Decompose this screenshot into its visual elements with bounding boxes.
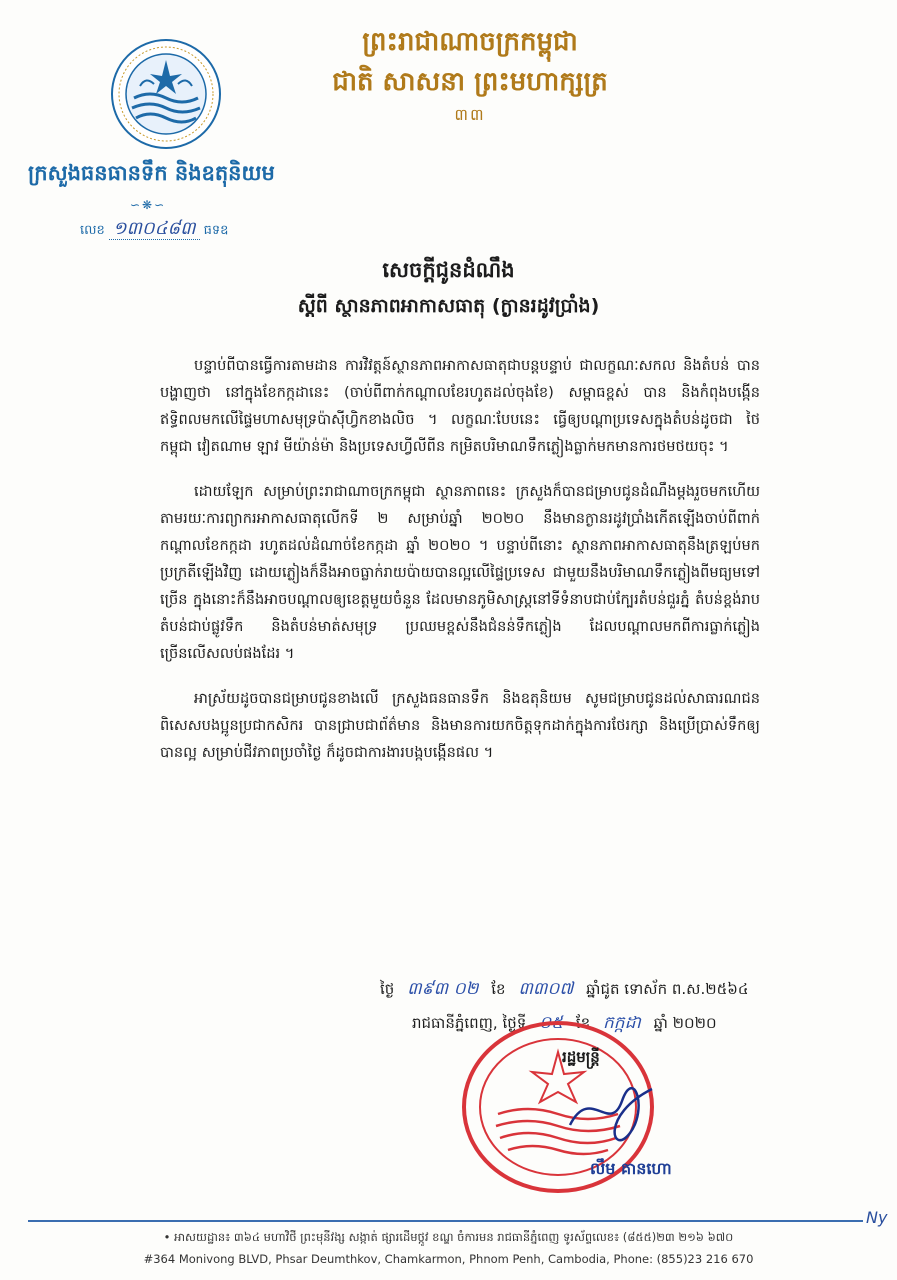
solar-year: ឆ្នាំ ២០២០ (653, 1014, 717, 1032)
notice-title (0, 252, 897, 324)
handwritten-signature-icon (560, 1075, 660, 1145)
solar-month-label: ខែ (575, 1014, 591, 1032)
kingdom-name: ព្រះរាជាណាចក្រកម្ពុជា (362, 27, 578, 57)
lunar-date-line (380, 978, 748, 1003)
notice-title-sub: ស្តីពី ស្ថានភាពអាកាសធាតុ (ក្ងានរដូវប្រាំង) (297, 295, 600, 317)
header-ornament: ៣៣ (454, 105, 486, 124)
minister-title: រដ្ឋមន្ត្រី (562, 1048, 600, 1066)
footer-divider (28, 1220, 863, 1222)
national-motto: ជាតិ សាសនា ព្រះមហាក្សត្រ (332, 67, 608, 97)
footer-initials: Ny (866, 1208, 888, 1227)
lunar-day: ៣៩៣ ០២ (407, 979, 479, 999)
ministry-name: ក្រសួងធនធានទឹក និងឧតុនិយម (28, 161, 275, 185)
lunar-month: ៣៣០៧ (518, 979, 574, 999)
notice-body (160, 352, 760, 784)
paragraph-3: អាស្រ័យដូចបានជម្រាបជូនខាងលើ ក្រសួងធនធានទឹក និងឧតុនិយម សូមជម្រាបជូនដល់សាធារណជន ពិសេសបងប្អូនប្រជាកសិករ បានជ្រាបជាព័ត៌មាន និងមានការយកចិត្តទុកដាក់ក្នុងការថែរក្សា និងប្រើប្រាស់ទឹកឲ្យបានល្អ សម្រាប់ជីវភាពប្រចាំថ្ងៃ ក៏ដូចជាការងារបង្កបង្កើនផល ។ (160, 690, 760, 761)
solar-day: ០៥ (539, 1013, 564, 1033)
paragraph-2: ដោយឡែក សម្រាប់ព្រះរាជាណាចក្រកម្ពុជា ស្ថានភាពនេះ ក្រសួងក៏បានជម្រាបជូនដំណឹងម្តងរួចមកហើយ តាមរយៈការព្យាករអាកាសធាតុលើកទី ២ សម្រាប់ឆ្នាំ ២០២០ នឹងមានក្ងានរដូវប្រាំងកើតឡើងចាប់ពីពាក់កណ្តាលខែកក្កដា រហូតដល់ដំណាច់ខែកក្កដា ឆ្នាំ ២០២០ ។ បន្ទាប់ពីនោះ ស្ថានភាពអាកាសធាតុនឹងត្រឡប់មកប្រក្រតីឡើងវិញ ដោយភ្លៀងក៏នឹងអាចធ្លាក់រាយប៉ាយបានល្អលើផ្ទៃប្រទេស ជាមួយនឹងបរិមាណទឹកភ្លៀងពីមធ្យមទៅច្រើន ក្នុងនោះក៏នឹងអាចបណ្តាលឲ្យខេត្តមួយចំនួន ដែលមានភូមិសាស្ត្រនៅទីទំនាបជាប់ក្បែរតំបន់ជួរភ្នំ តំបន់ខ្ពង់រាប តំបន់ជាប់ផ្លូវទឹក និងតំបន់មាត់សមុទ្រ ប្រឈមខ្ពស់នឹងជំនន់ទឹកភ្លៀង ដែលបណ្តាលមកពីការធ្លាក់ភ្លៀងច្រើនលើសលប់ផងដែរ ។ (160, 483, 760, 662)
lunar-month-label: ខែ (491, 980, 506, 998)
footer-address-kh: • អាសយដ្ឋាន៖ ៣៦៤ មហាវិថី ព្រះមុនីវង្ស សង្កាត់ ផ្សារដើមថ្កូវ ខណ្ឌ ចំការមន រាជធានីភ្នំពេញ ទូរស័ព្ទលេខ៖ (៨៥៥)២៣ ២១៦ ៦៧០ (163, 1230, 734, 1244)
lunar-rest: ឆ្នាំជូត ទោស័ក ព.ស.២៥៦៤ (586, 980, 749, 998)
reference-number (80, 216, 228, 243)
signatory-name: លឹម គានហោ (590, 1159, 672, 1178)
ref-label: លេខ (80, 223, 105, 238)
solar-month: កក្កដា (603, 1013, 641, 1033)
ref-suffix: ធទឧ (203, 223, 229, 238)
ministry-logo-icon (110, 38, 222, 150)
solar-prefix: រាជធានីភ្នំពេញ, ថ្ងៃទី (412, 1014, 527, 1032)
ministry-ornament-icon: ∽❋∽ (130, 198, 167, 212)
notice-title-main: សេចក្តីជូនដំណឹង (382, 258, 515, 282)
ref-number: ១៣០៤៨៣ (109, 218, 200, 240)
footer-address-en: #364 Monivong BLVD, Phsar Deumthkov, Chamkarmon, Phnom Penh, Cambodia, Phone: (855)23 216 670 (143, 1252, 754, 1266)
lunar-prefix: ថ្ងៃ (380, 980, 395, 998)
paragraph-1: បន្ទាប់ពីបានធ្វើការតាមដាន ការវិវត្តន៍ស្ថានភាពអាកាសធាតុជាបន្តបន្ទាប់ ជាលក្ខណៈសកល និងតំបន់ បានបង្ហាញថា នៅក្នុងខែកក្កដានេះ (ចាប់ពីពាក់កណ្តាលខែរហូតដល់ចុងខែ) សម្ពាធខ្ពស់ បាន និងកំពុងបង្កើនឥទ្ធិពលមកលើផ្ទៃមហាសមុទ្រប៉ាស៊ីហ្វិកខាងលិច ។ លក្ខណៈបែបនេះ ធ្វើឲ្យបណ្តាប្រទេសក្នុងតំបន់ដូចជា ថៃ កម្ពុជា វៀតណាម ឡាវ មីយ៉ាន់ម៉ា និងប្រទេសហ្វីលីពីន កម្រិតបរិមាណទឹកភ្លៀងធ្លាក់មកមានការថមថយចុះ ។ (160, 357, 760, 455)
kingdom-header (300, 22, 640, 128)
